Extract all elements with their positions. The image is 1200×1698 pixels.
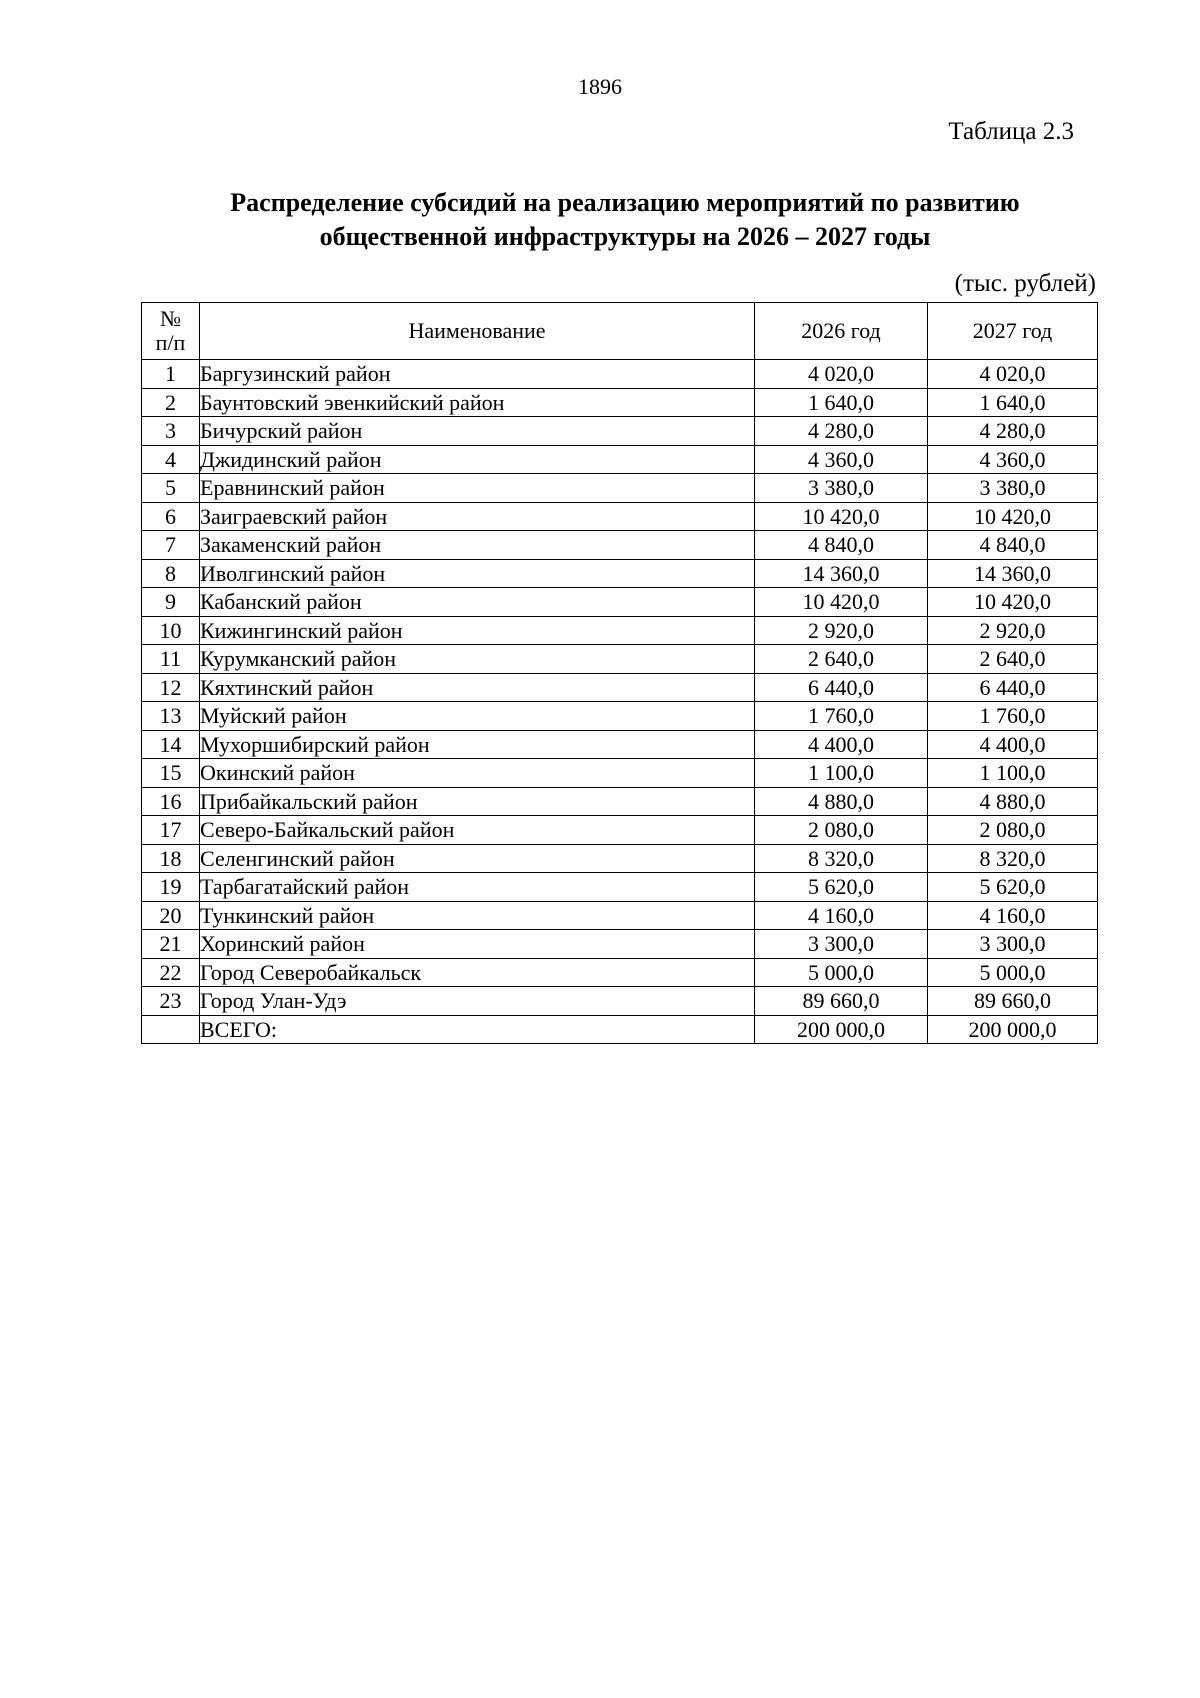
row-name: Северо-Байкальский район [200, 816, 755, 845]
title-line-1: Распределение субсидий на реализацию мероприятий по развитию [230, 188, 1020, 217]
table-row [142, 388, 1098, 417]
row-number: 18 [142, 844, 200, 873]
table-row [142, 958, 1098, 987]
row-number: 20 [142, 901, 200, 930]
row-value-2026: 1 640,0 [755, 388, 928, 417]
row-value-2027: 5 620,0 [928, 873, 1098, 902]
row-value-2026: 3 300,0 [755, 930, 928, 959]
row-name: Закаменский район [200, 531, 755, 560]
row-value-2027: 4 360,0 [928, 445, 1098, 474]
row-value-2027: 10 420,0 [928, 588, 1098, 617]
row-name: ВСЕГО: [200, 1015, 755, 1044]
row-value-2027: 2 080,0 [928, 816, 1098, 845]
table-row [142, 417, 1098, 446]
page-number: 1896 [578, 74, 622, 99]
row-name: Баунтовский эвенкийский район [200, 388, 755, 417]
row-value-2026: 1 100,0 [755, 759, 928, 788]
row-value-2027: 3 300,0 [928, 930, 1098, 959]
row-number [142, 1015, 200, 1044]
row-name: Хоринский район [200, 930, 755, 959]
row-value-2027: 14 360,0 [928, 559, 1098, 588]
row-value-2027: 3 380,0 [928, 474, 1098, 503]
row-value-2026: 2 920,0 [755, 616, 928, 645]
table-header-row [142, 303, 1098, 360]
row-name: Иволгинский район [200, 559, 755, 588]
row-number: 2 [142, 388, 200, 417]
table-row [142, 360, 1098, 389]
row-number: 1 [142, 360, 200, 389]
table-row [142, 873, 1098, 902]
row-number: 4 [142, 445, 200, 474]
row-name: Кяхтинский район [200, 673, 755, 702]
row-number: 11 [142, 645, 200, 674]
table-row [142, 787, 1098, 816]
row-value-2026: 4 880,0 [755, 787, 928, 816]
row-value-2026: 4 360,0 [755, 445, 928, 474]
row-value-2027: 4 160,0 [928, 901, 1098, 930]
table-row [142, 502, 1098, 531]
row-name: Баргузинский район [200, 360, 755, 389]
row-value-2026: 8 320,0 [755, 844, 928, 873]
row-value-2027: 4 280,0 [928, 417, 1098, 446]
row-value-2027: 6 440,0 [928, 673, 1098, 702]
row-number: 10 [142, 616, 200, 645]
row-value-2026: 6 440,0 [755, 673, 928, 702]
table-row [142, 474, 1098, 503]
row-value-2027: 8 320,0 [928, 844, 1098, 873]
row-name: Город Улан-Удэ [200, 987, 755, 1016]
row-value-2026: 5 620,0 [755, 873, 928, 902]
row-value-2027: 2 920,0 [928, 616, 1098, 645]
row-value-2026: 10 420,0 [755, 588, 928, 617]
row-value-2026: 4 400,0 [755, 730, 928, 759]
row-name: Бичурский район [200, 417, 755, 446]
table-row [142, 673, 1098, 702]
table-row [142, 645, 1098, 674]
row-value-2026: 4 020,0 [755, 360, 928, 389]
row-value-2026: 4 840,0 [755, 531, 928, 560]
table-row [142, 759, 1098, 788]
table-row [142, 702, 1098, 731]
table-row [142, 616, 1098, 645]
row-value-2026: 2 640,0 [755, 645, 928, 674]
row-value-2026: 2 080,0 [755, 816, 928, 845]
row-value-2027: 1 640,0 [928, 388, 1098, 417]
row-value-2026: 10 420,0 [755, 502, 928, 531]
row-name: Заиграевский район [200, 502, 755, 531]
row-name: Прибайкальский район [200, 787, 755, 816]
table-row [142, 901, 1098, 930]
table-row [142, 531, 1098, 560]
row-name: Город Северобайкальск [200, 958, 755, 987]
header-2026: 2026 год [755, 303, 928, 360]
row-number: 22 [142, 958, 200, 987]
row-name: Тункинский район [200, 901, 755, 930]
row-number: 3 [142, 417, 200, 446]
row-value-2026: 5 000,0 [755, 958, 928, 987]
row-name: Кижингинский район [200, 616, 755, 645]
row-value-2027: 10 420,0 [928, 502, 1098, 531]
table-row [142, 816, 1098, 845]
table-row [142, 930, 1098, 959]
row-name: Муйский район [200, 702, 755, 731]
row-value-2026: 89 660,0 [755, 987, 928, 1016]
table-row [142, 588, 1098, 617]
header-num [142, 303, 200, 360]
row-number: 19 [142, 873, 200, 902]
row-number: 6 [142, 502, 200, 531]
header-2027: 2027 год [928, 303, 1098, 360]
row-number: 16 [142, 787, 200, 816]
header-num-symbol: № [160, 306, 181, 331]
row-number: 8 [142, 559, 200, 588]
row-value-2027: 5 000,0 [928, 958, 1098, 987]
row-name: Курумканский район [200, 645, 755, 674]
row-name: Еравнинский район [200, 474, 755, 503]
table-total-row [142, 1015, 1098, 1044]
row-value-2027: 1 100,0 [928, 759, 1098, 788]
row-value-2026: 14 360,0 [755, 559, 928, 588]
units-note: (тыс. рублей) [954, 270, 1096, 297]
row-value-2027: 200 000,0 [928, 1015, 1098, 1044]
row-number: 14 [142, 730, 200, 759]
row-value-2026: 1 760,0 [755, 702, 928, 731]
row-number: 21 [142, 930, 200, 959]
row-value-2026: 200 000,0 [755, 1015, 928, 1044]
table-row [142, 730, 1098, 759]
row-number: 7 [142, 531, 200, 560]
table-row [142, 987, 1098, 1016]
row-number: 17 [142, 816, 200, 845]
row-value-2027: 4 880,0 [928, 787, 1098, 816]
row-number: 12 [142, 673, 200, 702]
table-row [142, 445, 1098, 474]
row-number: 15 [142, 759, 200, 788]
row-name: Тарбагатайский район [200, 873, 755, 902]
row-number: 13 [142, 702, 200, 731]
header-name: Наименование [200, 303, 755, 360]
subsidy-table [141, 302, 1098, 1044]
table-caption: Таблица 2.3 [948, 118, 1074, 145]
row-value-2027: 89 660,0 [928, 987, 1098, 1016]
table-row [142, 844, 1098, 873]
row-number: 5 [142, 474, 200, 503]
document-title [150, 186, 1100, 254]
title-line-2: общественной инфраструктуры на 2026 – 2027 годы [319, 222, 931, 251]
table-row [142, 559, 1098, 588]
row-value-2027: 4 400,0 [928, 730, 1098, 759]
row-value-2026: 4 280,0 [755, 417, 928, 446]
row-number: 9 [142, 588, 200, 617]
row-value-2026: 3 380,0 [755, 474, 928, 503]
row-value-2027: 4 020,0 [928, 360, 1098, 389]
row-name: Окинский район [200, 759, 755, 788]
row-name: Мухоршибирский район [200, 730, 755, 759]
header-num-abbr: п/п [155, 330, 186, 355]
row-value-2027: 4 840,0 [928, 531, 1098, 560]
row-value-2027: 2 640,0 [928, 645, 1098, 674]
table-body [142, 360, 1098, 1044]
row-name: Селенгинский район [200, 844, 755, 873]
row-name: Кабанский район [200, 588, 755, 617]
row-number: 23 [142, 987, 200, 1016]
row-name: Джидинский район [200, 445, 755, 474]
row-value-2027: 1 760,0 [928, 702, 1098, 731]
row-value-2026: 4 160,0 [755, 901, 928, 930]
